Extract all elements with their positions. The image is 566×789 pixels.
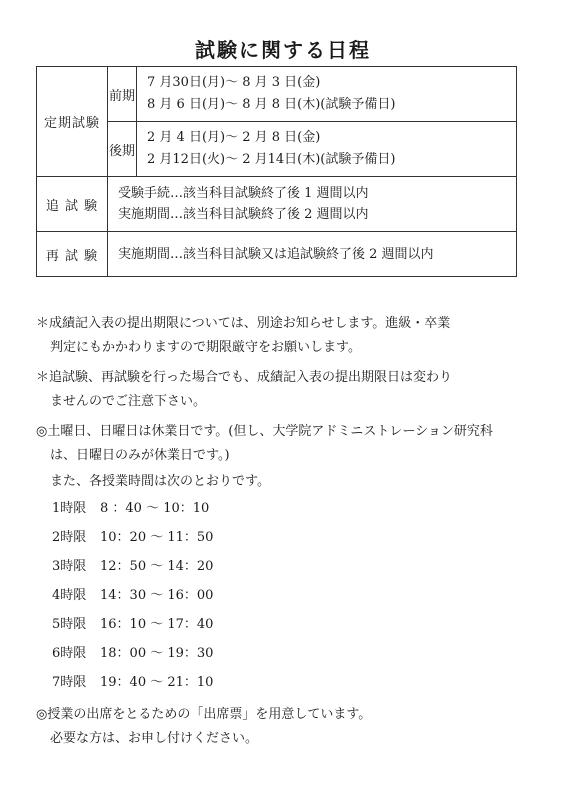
first-term-exam-dates: 7 月30日(月)〜 8 月 3 日(金) — [147, 75, 321, 90]
note-text: 判定にもかかわりますので期限厳守をお願いします。 — [50, 340, 361, 355]
second-term-exam-dates: 2 月 4 日(月)〜 2 月 8 日(金) — [147, 130, 321, 145]
page-title: 試験に関する日程 — [195, 38, 371, 62]
note-makeup-deadline — [36, 366, 526, 414]
list-item — [36, 639, 526, 668]
makeup-exam-details — [108, 177, 517, 232]
first-term-label: 前期 — [108, 67, 137, 122]
table-row-regular-first — [37, 67, 517, 122]
list-item — [36, 610, 526, 639]
period-label: 7時限 — [52, 675, 87, 690]
period-label: 1時限 — [52, 501, 87, 516]
regular-exam-label: 定期試験 — [37, 67, 108, 177]
period-label: 3時限 — [52, 559, 87, 574]
note-text: ませんのでご注意下さい。 — [50, 394, 207, 409]
makeup-procedure: 受験手続…該当科目試験終了後 1 週間以内 — [118, 186, 369, 201]
table-row-retest — [37, 232, 517, 277]
period-time: 8 ：40 〜 10：10 — [100, 501, 210, 516]
exam-schedule-table — [36, 66, 517, 277]
second-term-dates — [137, 122, 517, 177]
note-attendance-slip — [36, 703, 526, 751]
period-label: 5時限 — [52, 617, 87, 632]
note-text: ◎授業の出席をとるための「出席票」を用意しています。 — [36, 707, 372, 722]
retest-period: 実施期間…該当科目試験又は追試験終了後 2 週間以内 — [118, 246, 434, 262]
note-text: ＊成績記入表の提出期限については、別途お知らせします。進級・卒業 — [36, 316, 451, 331]
note-grade-deadline — [36, 312, 526, 360]
period-label: 2時限 — [52, 530, 87, 545]
class-hours-intro: また、各授業時間は次のとおりです。 — [50, 474, 270, 489]
period-time: 12：50 〜 14：20 — [100, 559, 214, 574]
first-term-reserve-dates: 8 月 6 日(月)〜 8 月 8 日(木)(試験予備日) — [147, 97, 396, 112]
period-label: 4時限 — [52, 588, 87, 603]
retest-details — [108, 232, 517, 277]
period-time: 19：40 〜 21：10 — [100, 675, 214, 690]
first-term-dates — [137, 67, 517, 122]
period-time: 16：10 〜 17：40 — [100, 617, 214, 632]
class-periods-list — [36, 494, 526, 697]
second-term-label: 後期 — [108, 122, 137, 177]
list-item — [36, 552, 526, 581]
retest-label: 再 試 験 — [37, 232, 108, 277]
notes-section — [36, 312, 526, 757]
note-text: は、日曜日のみが休業日です。) — [50, 448, 230, 463]
second-term-reserve-dates: 2 月12日(火)〜 2 月14日(木)(試験予備日) — [147, 152, 396, 167]
period-label: 6時限 — [52, 646, 87, 661]
period-time: 18：00 〜 19：30 — [100, 646, 214, 661]
list-item — [36, 523, 526, 552]
period-time: 10：20 〜 11：50 — [100, 530, 214, 545]
table-row-makeup — [37, 177, 517, 232]
list-item — [36, 668, 526, 697]
note-holidays-hours — [36, 420, 526, 697]
note-text: ◎土曜日、日曜日は休業日です。(但し、大学院アドミニストレーション研究科 — [36, 424, 493, 439]
makeup-exam-label: 追 試 験 — [37, 177, 108, 232]
list-item — [36, 494, 526, 523]
note-text: ＊追試験、再試験を行った場合でも、成績記入表の提出期限日は変わり — [36, 370, 453, 385]
list-item — [36, 581, 526, 610]
note-text: 必要な方は、お申し付けください。 — [50, 731, 259, 746]
table-row-regular-second — [37, 122, 517, 177]
makeup-period: 実施期間…該当科目試験終了後 2 週間以内 — [118, 207, 369, 222]
period-time: 14：30 〜 16：00 — [100, 588, 214, 603]
